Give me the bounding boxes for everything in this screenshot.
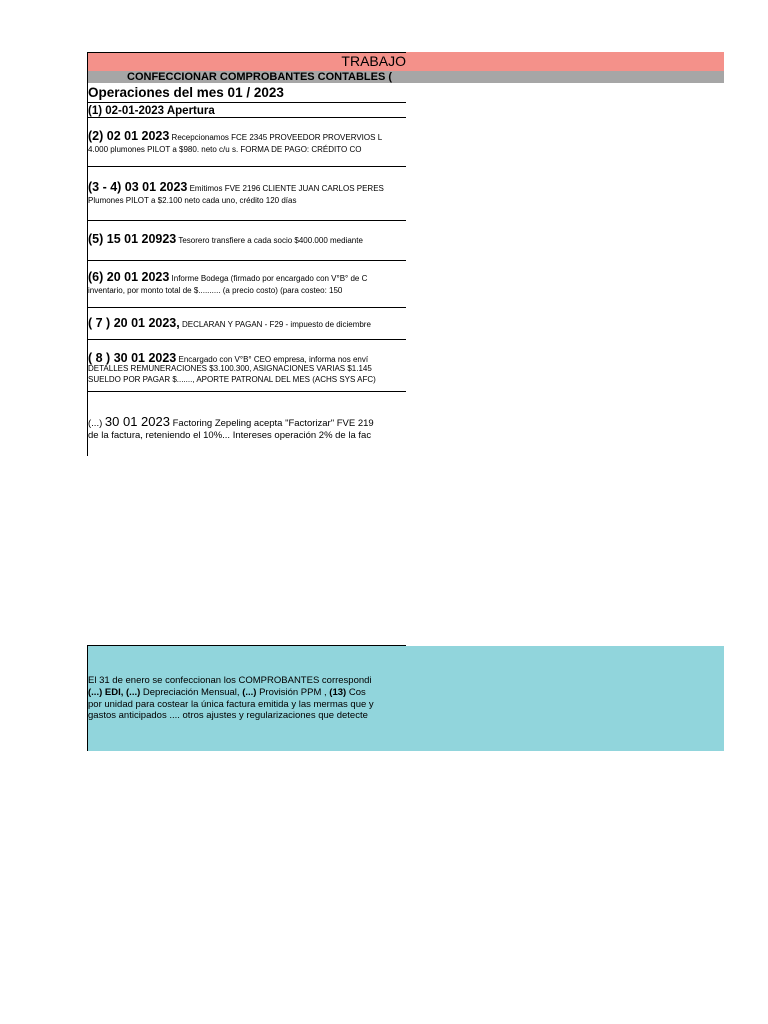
closing-cos: Cos	[346, 687, 366, 698]
operation-3-4-detail: Plumones PILOT a $2.100 neto cada uno, crédito 120 días	[88, 196, 297, 205]
closing-line-3: por unidad para costear la única factura emitida y las mermas que y	[88, 699, 374, 710]
operation-2-detail: 4.000 plumones PILOT a $980. neto c/u s. FORMA DE PAGO: CRÉDITO CO	[88, 145, 362, 154]
closing-line-4: gastos anticipados .... otros ajustes y regularizaciones que detecte	[88, 710, 368, 721]
divider	[87, 307, 406, 308]
operation-8-detail-2: SUELDO POR PAGAR $......., APORTE PATRONAL DEL MES (ACHS SYS AFC)	[88, 375, 376, 384]
closing-ppm: Provisión PPM ,	[256, 687, 330, 698]
operation-5-text: Tesorero transfiere a cada socio $400.000 mediante	[176, 236, 363, 245]
operation-6	[88, 270, 406, 286]
operation-8-detail-1: DETALLES REMUNERACIONES $3.100.300, ASIGNACIONES VARIAS $1.145	[88, 364, 372, 373]
operation-8-head: ( 8 ) 30 01 2023	[88, 351, 177, 365]
closing-box-top-border	[87, 645, 406, 646]
factoring-prefix: (...)	[88, 418, 105, 429]
section-heading: Operaciones del mes 01 / 2023	[88, 85, 284, 100]
closing-ellipsis-1: (...)	[123, 687, 141, 698]
document-subtitle: CONFECCIONAR COMPROBANTES CONTABLES (	[127, 71, 393, 83]
divider	[87, 260, 406, 261]
operation-7-text: DECLARAN Y PAGAN - F29 - impuesto de diciembre	[179, 320, 371, 329]
divider	[87, 339, 406, 340]
operation-5	[88, 232, 406, 248]
operation-6-detail: inventario, por monto total de $.......... (a precio costo) (para costeo: 150	[88, 286, 343, 295]
operation-6-head: (6) 20 01 2023	[88, 270, 170, 284]
factoring-date: 30 01 2023	[104, 414, 170, 429]
factoring-detail: de la factura, reteniendo el 10%... Intereses operación 2% de la fac	[88, 430, 372, 441]
factoring-text: Factoring Zepeling acepta "Factorizar" FVE 219	[169, 418, 374, 429]
operation-2-head: (2) 02 01 2023	[88, 129, 170, 143]
divider	[87, 220, 406, 221]
operation-1	[88, 103, 406, 118]
operation-3-4	[88, 180, 406, 196]
closing-13: (13)	[329, 687, 347, 698]
divider	[87, 117, 406, 118]
document-title: TRABAJO	[341, 53, 406, 69]
closing-ellipsis-2: (...)	[242, 687, 257, 698]
operation-2	[88, 129, 406, 145]
operation-7	[88, 316, 406, 332]
operation-3-4-head: (3 - 4) 03 01 2023	[88, 180, 188, 194]
operation-8-text: Encargado con V°B° CEO empresa, informa nos enví	[176, 355, 369, 364]
operation-7-head: ( 7 ) 20 01 2023,	[88, 316, 180, 330]
operation-1-head: (1) 02-01-2023 Apertura	[88, 105, 215, 117]
divider	[87, 166, 406, 167]
operation-6-text: Informe Bodega (firmado por encargado con V°B° de C	[169, 274, 368, 283]
frame-top-border	[87, 52, 406, 53]
closing-line-2	[88, 687, 406, 698]
operation-3-4-text: Emitimos FVE 2196 CLIENTE JUAN CARLOS PERES	[187, 184, 384, 193]
closing-depreciation: Depreciación Mensual,	[140, 687, 243, 698]
divider	[87, 391, 406, 392]
closing-line-1: El 31 de enero se confeccionan los COMPROBANTES correspondi	[88, 675, 372, 686]
operation-5-head: (5) 15 01 20923	[88, 232, 177, 246]
operation-2-text: Recepcionamos FCE 2345 PROVEEDOR PROVERVIOS L	[169, 133, 383, 142]
closing-edi: (...) EDI,	[88, 687, 124, 698]
